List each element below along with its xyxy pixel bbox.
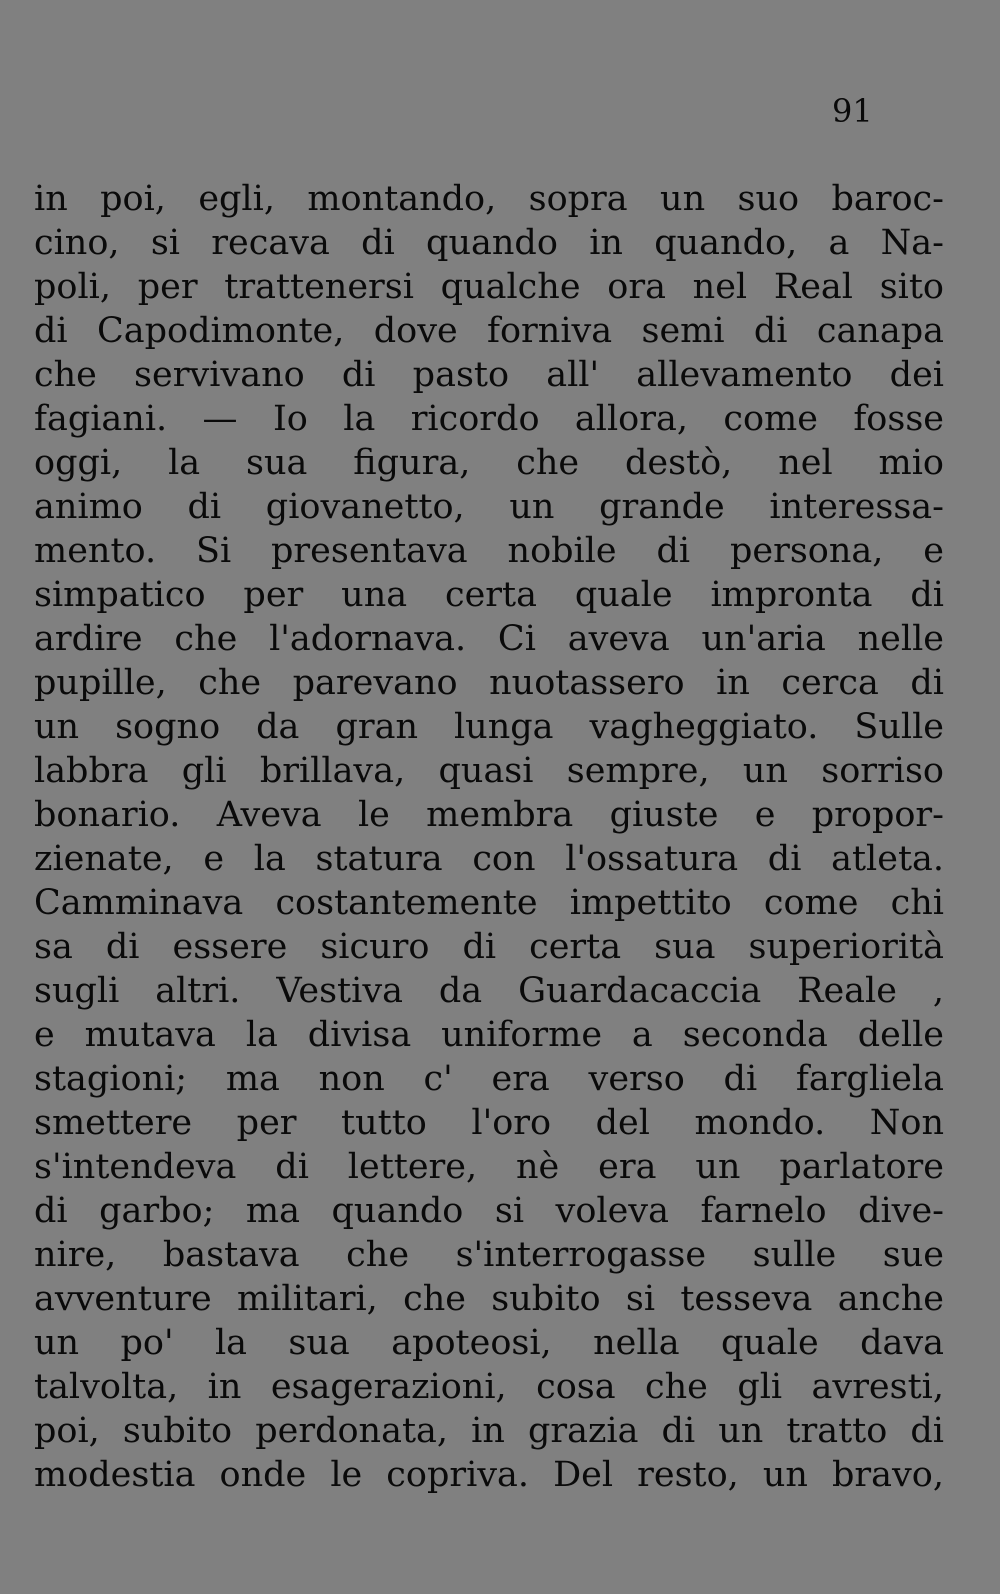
- text-line: un sogno da gran lunga vagheggiato. Sulle: [34, 707, 944, 747]
- text-line: di garbo; ma quando si voleva farnelo dive-: [34, 1191, 944, 1231]
- text-line: un po' la sua apoteosi, nella quale dava: [34, 1323, 944, 1363]
- text-line: bonario. Aveva le membra giuste e propor-: [34, 795, 944, 835]
- text-line: sugli altri. Vestiva da Guardacaccia Reale ,: [34, 971, 944, 1011]
- text-line: oggi, la sua figura, che destò, nel mio: [34, 443, 944, 483]
- text-line: modestia onde le copriva. Del resto, un bravo,: [34, 1455, 944, 1495]
- text-line: avventure militari, che subito si tesseva anche: [34, 1279, 944, 1319]
- text-line: stagioni; ma non c' era verso di fargliela: [34, 1059, 944, 1099]
- text-line: e mutava la divisa uniforme a seconda delle: [34, 1015, 944, 1055]
- text-line: talvolta, in esagerazioni, cosa che gli avresti,: [34, 1367, 944, 1407]
- text-line: simpatico per una certa quale impronta di: [34, 575, 944, 615]
- text-line: cino, si recava di quando in quando, a Na-: [34, 223, 944, 263]
- text-line: ardire che l'adornava. Ci aveva un'aria nelle: [34, 619, 944, 659]
- page-number: 91: [832, 92, 873, 130]
- text-line: smettere per tutto l'oro del mondo. Non: [34, 1103, 944, 1143]
- text-line: che servivano di pasto all' allevamento dei: [34, 355, 944, 395]
- text-line: zienate, e la statura con l'ossatura di atleta.: [34, 839, 944, 879]
- text-line: fagiani. — Io la ricordo allora, come fosse: [34, 399, 944, 439]
- text-line: nire, bastava che s'interrogasse sulle sue: [34, 1235, 944, 1275]
- body-text: [34, 177, 944, 1497]
- text-line: in poi, egli, montando, sopra un suo baroc-: [34, 179, 944, 219]
- text-line: s'intendeva di lettere, nè era un parlatore: [34, 1147, 944, 1187]
- text-line: sa di essere sicuro di certa sua superiorità: [34, 927, 944, 967]
- text-line: animo di giovanetto, un grande interessa-: [34, 487, 944, 527]
- text-line: poi, subito perdonata, in grazia di un tratto di: [34, 1411, 944, 1451]
- text-line: poli, per trattenersi qualche ora nel Real sito: [34, 267, 944, 307]
- text-line: mento. Si presentava nobile di persona, e: [34, 531, 944, 571]
- text-line: di Capodimonte, dove forniva semi di canapa: [34, 311, 944, 351]
- text-line: pupille, che parevano nuotassero in cerca di: [34, 663, 944, 703]
- text-line: labbra gli brillava, quasi sempre, un sorriso: [34, 751, 944, 791]
- text-line: Camminava costantemente impettito come chi: [34, 883, 944, 923]
